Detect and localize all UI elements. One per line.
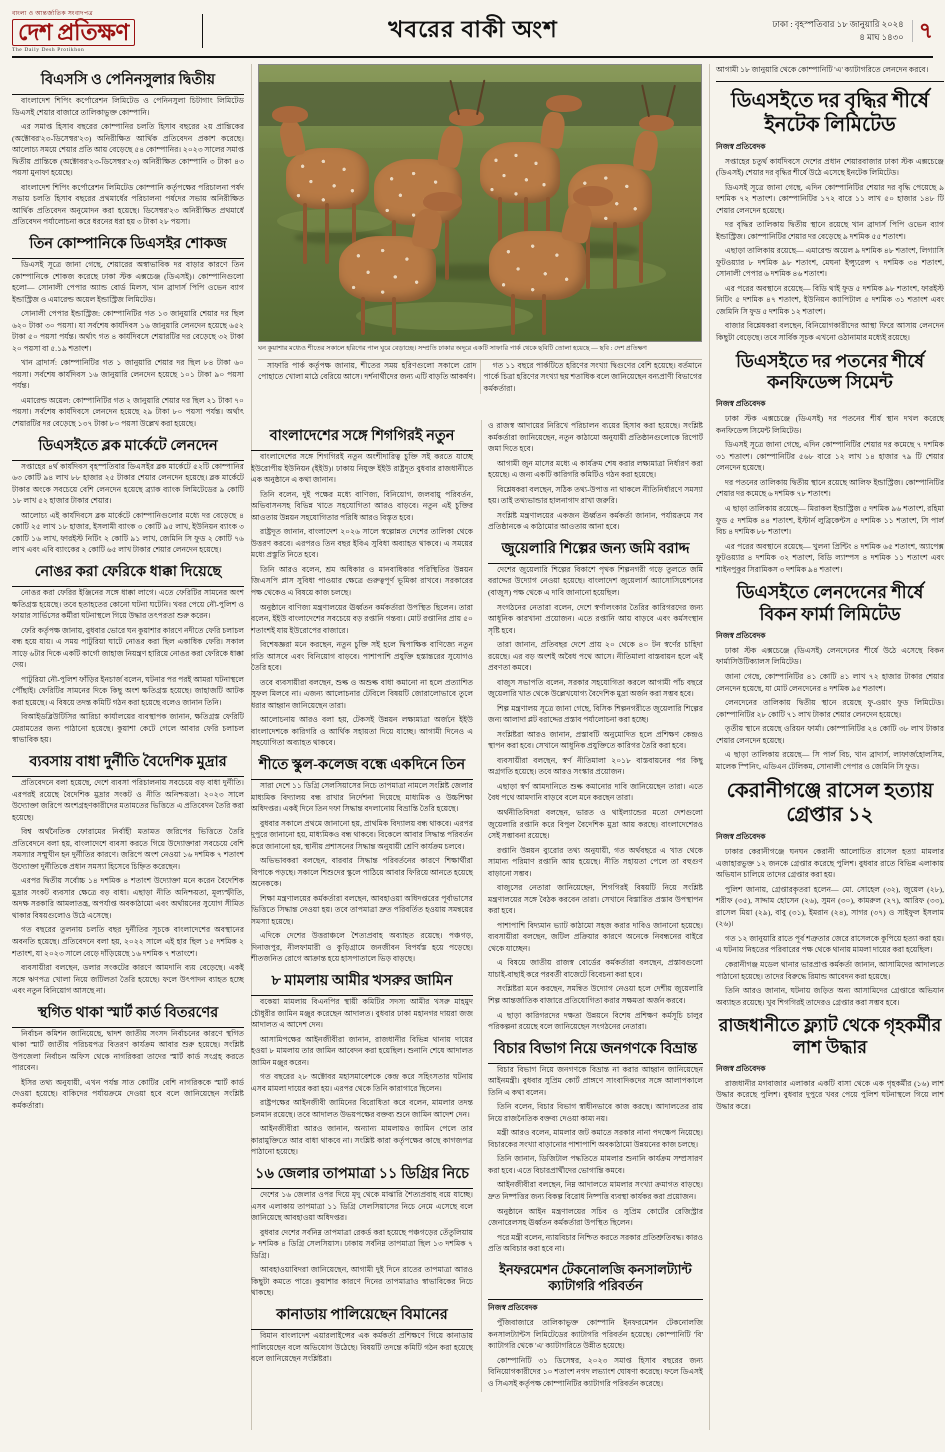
paragraph: এর পরের অবস্থানে রয়েছে— খুলনা প্রিন্টিং ৪ দশমিক ৬৫ শতাংশ, অ্যাপেক্স ফুটওয়্যার ৪ দশমিক ৩২ শতাংশ, বিডি ল্যাম্পস ৪ দশমিক ১১ শতাংশ এবং শাইনপুকুর সিরামিকস ৩ দশমিক ৯৪ শতাংশ। — [716, 541, 944, 574]
paragraph: পুলিশ জানায়, গ্রেপ্তারকৃতরা হলেন— মো. সোহেল (৩২), জুয়েল (২৮), শরীফ (৩৫), সাদ্দাম হোসেন (২৬), সুমন (৩০), কামরুল (২৭), আরিফ (৩৩), রাসেল মিয়া (২৯), বাবু (৩১), ইমরান (২৪), সাগর (৩৭) ও সাইফুল ইসলাম (২৬)। — [716, 884, 944, 929]
headline-bsc-peninsula: বিএসসি ও পেনিনসুলার দ্বিতীয় — [40, 72, 216, 88]
paragraph: ইসির তথ্য অনুযায়ী, এখন পর্যন্ত সাত কোটির বেশি নাগরিককে স্মার্ট কার্ড দেওয়া হয়েছে। বাকিদের পর্যায়ক্রমে দেওয়া হবে বলে জানিয়েছেন সংশ্লিষ্ট কর্মকর্তারা। — [12, 1077, 244, 1110]
paragraph: এছাড়া তালিকায় রয়েছে— এমারেল্ড অয়েল ৯ দশমিক ৪৮ শতাংশ, লিগ্যাসি ফুটওয়্যার ৮ দশমিক ৯৮ শতাংশ, মেঘনা ইন্স্যুরেন্স ৭ দশমিক ৩৪ শতাংশ, সোনালী পেপার ৬ দশমিক ৪৬ শতাংশ। — [716, 246, 944, 279]
paragraph: আলোচ্য এই কার্যদিবসে ব্লক মার্কেটে কোম্পানিগুলোর মধ্যে দর বেড়েছে ৪ কোটি ২৫ লাখ ১৮ হাজার, ইসলামী ব্যাংক ৩ কোটি ৯৫ লাখ, ইউনিয়ন ব্যাংক ৩ কোটি ১৬ লাখ, ফারইস্ট নিটিং ২ কোটি ৯১ লাখ, জেমিনি সি ফুড ২ কোটি ৭৬ লাখ এবং এবি ব্যাংকের ২ কোটি ৬৫ লাখ টাকার শেয়ার লেনদেন হয়েছে। — [12, 510, 244, 555]
paragraph: আবহাওয়াবিদরা জানিয়েছেন, আগামী দুই দিনে রাতের তাপমাত্রা আরও কিছুটা কমতে পারে। কুয়াশার কারণে দিনের তাপমাত্রাও স্বাভাবিকের নিচে থাকছে। — [251, 1265, 473, 1298]
headline-corruption: ব্যবসায় বাধা দুর্নীতি বৈদেশিক মুদ্রার — [29, 753, 227, 770]
date-line-1: ঢাকা : বৃহস্পতিবার ১৮ জানুয়ারি ২০২৪ — [772, 18, 904, 29]
paragraph: বিশ্লেষকরা বলছেন, সঠিক তথ্য-উপাত্ত না থাকলে নীতিনির্ধারণে সমস্যা হয়। তাই তথ্যভান্ডার হালনাগাদ রাখা জরুরি। — [488, 484, 703, 506]
paragraph: আগামী ১৮ জানুয়ারি থেকে কোম্পানিটি 'এ' ক্যাটাগরিতে লেনদেন করবে। — [716, 65, 929, 74]
paragraph: গত বছরের ২৮ অক্টোবর মহাসমাবেশকে কেন্দ্র করে সহিংসতার ঘটনায় এসব মামলা দায়ের করা হয়। এরপর থেকে তিনি কারাগারে ছিলেন। — [251, 1072, 473, 1093]
paragraph: ঢাকার কেরানীগঞ্জে ঘনঘন কেরানী আলোচিত রাসেল হত্যা মামলার এজাহারভুক্ত ১২ জনকে গ্রেপ্তার করেছে পুলিশ। বুধবার রাতে বিভিন্ন এলাকায় অভিযান চালিয়ে তাদের গ্রেপ্তার করা হয়। — [716, 847, 944, 880]
paragraph: বাজুস সভাপতি বলেন, সরকার সহযোগিতা করলে আগামী পাঁচ বছরে জুয়েলারি খাত থেকে উল্লেখযোগ্য বৈদেশিক মুদ্রা অর্জন করা সম্ভব হবে। — [488, 677, 703, 699]
paragraph: রাজধানীর মগবাজার এলাকার একটি বাসা থেকে এক গৃহকর্মীর (১৬) লাশ উদ্ধার করেছে পুলিশ। বুধবার দুপুরে খবর পেয়ে পুলিশ ঘটনাস্থলে গিয়ে লাশ উদ্ধার করে। — [716, 1078, 944, 1111]
paragraph: ব্যবসায়ীরা বলছেন, স্বর্ণ নীতিমালা ২০১৮ বাস্তবায়নের পর কিছু অগ্রগতি হয়েছে। তবে আরও সংস্কার প্রয়োজন। — [488, 755, 703, 777]
paragraph: খান ব্রাদার্স: কোম্পানিটির গত ১ জানুয়ারি শেয়ার দর ছিল ৮৪ টাকা ৬০ পয়সা। সর্বশেষ কার্যদিবস ১৬ জানুয়ারি লেনদেন হয়েছে ১০১ টাকা ৯০ পয়সা পর্যন্ত। — [12, 358, 244, 391]
paragraph: সংশ্লিষ্টরা আরও জানান, প্রস্তাবটি অনুমোদিত হলে প্রশিক্ষণ কেন্দ্রও স্থাপন করা হবে। সেখানে আধুনিক প্রযুক্তিতে কারিগর তৈরি করা হবে। — [488, 729, 703, 751]
paragraph: তৃতীয় স্থানে রয়েছে ওরিয়ন ফার্মা। কোম্পানিটির ২৪ কোটি ৩৮ লাখ টাকার শেয়ার লেনদেন হয়েছে। — [716, 724, 944, 745]
paragraph: ডিএসই সূত্রে জানা গেছে, শেয়ারের অস্বাভাবিক দর বাড়ার কারণে তিন কোম্পানিকে শোকজ করেছে ঢাকা স্টক এক্সচেঞ্জ (ডিএসই)। কোম্পানিগুলো হলো— সোনালী পেপার অ্যান্ড বোর্ড মিলস, খান ব্রাদার্স পিপি ওভেন ব্যাগ ইন্ডাস্ট্রিজ ও এমারেল্ড অয়েল ইন্ডাস্ট্রিজ লিমিটেড। — [12, 260, 244, 304]
paragraph: সারা দেশে ১১ ডিগ্রি সেলসিয়াসের নিচে তাপমাত্রা নামলে সংশ্লিষ্ট জেলার মাধ্যমিক বিদ্যালয় বন্ধ রাখার নির্দেশনা দিয়েছে মাধ্যমিক ও উচ্চশিক্ষা অধিদপ্তর। একই দিনে তিন দফা সিদ্ধান্ত বদলানোয় বিভ্রান্তি তৈরি হয়েছে। — [251, 781, 473, 814]
byline: নিজস্ব প্রতিবেদক — [716, 399, 766, 409]
paragraph: তিনি বলেন, দুই পক্ষের মধ্যে বাণিজ্য, বিনিয়োগ, জলবায়ু পরিবর্তন, অভিবাসনসহ বিভিন্ন খাতে সহযোগিতা আরও বাড়বে। নতুন এই চুক্তির আওতায় উন্নয়ন সহযোগিতার পরিধি আরও বিস্তৃত হবে। — [251, 489, 473, 522]
paragraph: রাষ্ট্রপক্ষের আইনজীবী জামিনের বিরোধিতা করে বলেন, মামলার তদন্ত চলমান রয়েছে। তবে আদালত উভয়পক্ষের বক্তব্য শুনে জামিন আদেশ দেন। — [251, 1098, 473, 1119]
paragraph: সপ্তাহের ৪র্থ কার্যদিবস বৃহস্পতিবার ডিএসইর ব্লক মার্কেটে ৫২টি কোম্পানির ৬৩ কোটি ৯৪ লাখ ৮৮ হাজার ২৫ টাকার শেয়ার লেনদেন হয়েছে। ব্লক মার্কেটে টাকার অংকে সবচেয়ে বেশি লেনদেন হয়েছে ব্র্যাক ব্যাংক লিমিটেডের ৯ কোটি ১৮ লাখ ৫২ হাজার টাকার শেয়ার। — [12, 461, 244, 506]
byline: নিজস্ব প্রতিবেদক — [488, 1303, 538, 1313]
paragraph: সাফারি পার্ক কর্তৃপক্ষ জানায়, শীতের সময় হরিণগুলো সকালে রোদ পোহাতে খোলা মাঠে বেরিয়ে আসে। দর্শনার্থীদের জন্য এটি বাড়তি আকর্ষণ। — [258, 360, 477, 382]
headline-biman-canada: কানাডায় পালিয়েছেন বিমানের — [276, 1306, 448, 1323]
paragraph: তিনি আরও বলেন, শ্রম অধিকার ও মানবাধিকার পরিস্থিতির উন্নয়ন জিএসপি প্লাস সুবিধা পাওয়ার ক্ষেত্রে গুরুত্বপূর্ণ ভূমিকা রাখবে। সরকারের পক্ষ থেকেও এ বিষয়ে কাজ চলছে। — [251, 564, 473, 597]
headline-keraniganj-arrest: কেরানীগঞ্জে রাসেল হত্যায় গ্রেপ্তার ১২ — [726, 780, 934, 827]
paragraph: ডিএসই সূত্রে জানা গেছে, এদিন কোম্পানিটির শেয়ার দর কমেছে ৭ দশমিক ৩১ শতাংশ। কোম্পানিটির ৫৬৮ বারে ১২ লাখ ১৪ হাজার ৭৯ টি শেয়ার লেনদেন হয়েছে। — [716, 440, 944, 473]
headline-beacon-pharma: ডিএসইতে লেনদেনের শীর্ষে বিকন ফার্মা লিমিটেড — [736, 582, 924, 625]
masthead — [12, 10, 933, 58]
paragraph: প্রতিবেদনে বলা হয়েছে, দেশে ব্যবসা পরিচালনায় সবচেয়ে বড় বাধা দুর্নীতি। এরপরই রয়েছে বৈদেশিক মুদ্রার সংকট ও নীতি অনিশ্চয়তা। ২০২৩ সালে উদ্যোক্তা জরিপে অংশগ্রহণকারীদের মতামতের ভিত্তিতে এ প্রতিবেদন তৈরি করা হয়েছে। — [12, 778, 244, 822]
paragraph: বকেয়া মামলায় বিএনপির স্থায়ী কমিটির সদস্য আমীর খসরু মাহমুদ চৌধুরীর জামিন মঞ্জুর করেছেন আদালত। বুধবার ঢাকা মহানগর দায়রা জজ আদালত এ আদেশ দেন। — [251, 997, 473, 1030]
paragraph: পরে মন্ত্রী বলেন, ন্যায়বিচার নিশ্চিত করতে সরকার প্রতিশ্রুতিবদ্ধ। কারও প্রতি অবিচার করা হবে না। — [488, 1232, 703, 1254]
deer-photo — [258, 64, 702, 342]
paragraph: লেনদেনের তালিকায় দ্বিতীয় স্থানে রয়েছে ফু-ওয়াং ফুড লিমিটেড। কোম্পানিটির ২৮ কোটি ৭১ লাখ টাকার শেয়ার লেনদেন হয়েছে। — [716, 698, 944, 719]
paragraph: বাংলাদেশের সঙ্গে শিগগিরই নতুন অংশীদারিত্ব চুক্তি সই করতে যাচ্ছে ইউরোপীয় ইউনিয়ন (ইইউ)। ঢাকায় নিযুক্ত ইইউ রাষ্ট্রদূত বুধবার রাজধানীতে এক অনুষ্ঠানে এ কথা জানান। — [251, 452, 473, 485]
paragraph: পাটুরিয়া নৌ-পুলিশ ফাঁড়ির ইনচার্জ বলেন, ঘটনার পর পরই আমরা ঘটনাস্থলে পৌঁছাই। ফেরিটির সামনের দিকে কিছু অংশ ক্ষতিগ্রস্ত হয়েছে। জাহাজটি আটক করা হয়েছে। এ বিষয়ে তদন্ত কমিটি গঠন করা হয়েছে বলেও জানান তিনি। — [12, 674, 244, 707]
paragraph: পুঁজিবাজারে তালিকাভুক্ত কোম্পানি ইনফরমেশন টেকনোলজি কনসালট্যান্টস লিমিটেডের ক্যাটাগরি পরিবর্তন হয়েছে। কোম্পানিটি 'বি' ক্যাটাগরি থেকে 'এ' ক্যাটাগরিতে উন্নীত হয়েছে। — [488, 1318, 703, 1351]
paragraph: সংশ্লিষ্ট মন্ত্রণালয়ের একজন ঊর্ধ্বতন কর্মকর্তা জানান, পর্যায়ক্রমে সব প্রতিষ্ঠানকে এ কাঠামোর আওতায় আনা হবে। — [488, 510, 703, 532]
paragraph: বাংলাদেশ শিপিং কর্পোরেশন লিমিটেড ও পেনিনসুলা চিটাগাং লিমিটেড ডিএসই শেয়ার বাজারে তালিকাভুক্ত কোম্পানি। — [12, 96, 244, 117]
paragraph: কেরানীগঞ্জ মডেল থানার ভারপ্রাপ্ত কর্মকর্তা জানান, আসামিদের আদালতে পাঠানো হয়েছে। তাদের বিরুদ্ধে রিমান্ড আবেদন করা হয়েছে। — [716, 960, 944, 981]
page-title: খবরের বাকী অংশ — [388, 17, 558, 42]
paragraph: ঢাকা স্টক এক্সচেঞ্জে (ডিএসই) দর পতনের শীর্ষ স্থান দখল করেছে কনফিডেন্স সিমেন্ট লিমিটেড। — [716, 414, 944, 435]
paragraph: সংগঠনের নেতারা বলেন, দেশে স্বর্ণালংকার তৈরির কারিগরদের জন্য আধুনিক কারখানা প্রয়োজন। এতে রপ্তানি আয় বাড়বে এবং কর্মসংস্থান সৃষ্টি হবে। — [488, 602, 703, 635]
paragraph: অনুষ্ঠানে বাণিজ্য মন্ত্রণালয়ের ঊর্ধ্বতন কর্মকর্তারা উপস্থিত ছিলেন। তারা বলেন, ইইউ বাংলাদেশের সবচেয়ে বড় রপ্তানি গন্তব্য। মোট রপ্তানির প্রায় ৫০ শতাংশই যায় ইউরোপের বাজারে। — [251, 602, 473, 635]
masthead-date — [733, 18, 933, 44]
paragraph: ঢাকা স্টক এক্সচেঞ্জে (ডিএসই) লেনদেনের শীর্ষে উঠে এসেছে বিকন ফার্মাসিউটিক্যালস লিমিটেড। — [716, 645, 944, 667]
paragraph: রাষ্ট্রদূত জানান, বাংলাদেশ ২০২৬ সালে স্বল্পোন্নত দেশের তালিকা থেকে উত্তরণ করবে। এরপরও তিন বছর ইবিএ সুবিধা অব্যাহত থাকবে। এ সময়ের মধ্যে প্রস্তুতি নিতে হবে। — [251, 527, 473, 560]
paragraph: এ ছাড়া কারিগরদের দক্ষতা উন্নয়নে বিশেষ প্রশিক্ষণ কর্মসূচি চালুর পরিকল্পনা রয়েছে বলে জানিয়েছেন সংগঠনের নেতারা। — [488, 1010, 703, 1032]
byline: নিজস্ব প্রতিবেদক — [716, 832, 766, 842]
paragraph: গত ১১ বছরে পার্কটিতে হরিণের সংখ্যা দ্বিগুণের বেশি হয়েছে। বর্তমানে পার্কে চিত্রা হরিণের সংখ্যা ছয় শতাধিক বলে জানিয়েছেন বন্যপ্রাণী বিভাগের কর্মকর্তারা। — [483, 360, 702, 393]
byline: নিজস্ব প্রতিবেদক — [716, 141, 766, 151]
paragraph: আসামিপক্ষের আইনজীবীরা জানান, রাজধানীর বিভিন্ন থানায় দায়ের হওয়া ৮ মামলায় তার জামিন আবেদন করা হয়েছিল। শুনানি শেষে আদালত জামিন মঞ্জুর করেন। — [251, 1034, 473, 1067]
paragraph: এদিকে দেশের উত্তরাঞ্চলে শৈত্যপ্রবাহ অব্যাহত রয়েছে। পঞ্চগড়, দিনাজপুর, নীলফামারী ও কুড়িগ্রামে জনজীবন বিপর্যস্ত হয়ে পড়েছে। শীতজনিত রোগে আক্রান্ত হয়ে হাসপাতালে ভিড় বাড়ছে। — [251, 931, 473, 964]
paragraph: দেশের জুয়েলারি শিল্পের বিকাশে পৃথক শিল্পনগরী গড়ে তুলতে জমি বরাদ্দের উদ্যোগ নেওয়া হয়েছে। বাংলাদেশ জুয়েলার্স অ্যাসোসিয়েশনের (বাজুস) পক্ষ থেকে এ দাবি জানানো হয়েছিল। — [488, 564, 703, 597]
headline-block-market: ডিএসইতে ব্লক মার্কেটে লেনদেন — [38, 437, 218, 454]
headline-judiciary: বিচার বিভাগ নিয়ে জনগণকে বিভ্রান্ত — [493, 1040, 698, 1057]
paragraph: বাজার বিশ্লেষকরা বলছেন, বিনিয়োগকারীদের আস্থা ফিরে আসায় লেনদেন কিছুটা বেড়েছে। তবে সার্বিক সূচক এখনো ওঠানামার মধ্যেই রয়েছে। — [716, 321, 944, 342]
headline-temperature: ১৬ জেলার তাপমাত্রা ১১ ডিগ্রির নিচে — [255, 1166, 469, 1182]
paragraph: আলোচনায় আরও বলা হয়, টেকসই উন্নয়ন লক্ষ্যমাত্রা অর্জনে ইইউ বাংলাদেশকে কারিগরি ও আর্থিক সহায়তা দিয়ে যাচ্ছে। আগামী দিনেও এ সহযোগিতা অব্যাহত থাকবে। — [251, 715, 473, 748]
paragraph: আগামী জুন মাসের মধ্যে এ কার্যক্রম শেষ করার লক্ষ্যমাত্রা নির্ধারণ করা হয়েছে। এ জন্য একটি কারিগরি কমিটিও গঠন করা হয়েছে। — [488, 458, 703, 480]
paragraph: দর বৃদ্ধির তালিকায় দ্বিতীয় স্থানে রয়েছে খান ব্রাদার্স পিপি ওভেন ব্যাগ ইন্ডাস্ট্রিজ। কোম্পানিটির শেয়ার দর বেড়েছে ৯ দশমিক ৫৫ শতাংশ। — [716, 220, 944, 241]
paragraph: দর পতনের তালিকায় দ্বিতীয় স্থানে রয়েছে আলিফ ইন্ডাস্ট্রিজ। কোম্পানিটির শেয়ার দর কমেছে ৬ দশমিক ৭৮ শতাংশ। — [716, 477, 944, 499]
paragraph: পাশাপাশি বিদ্যমান ভ্যাট কাঠামো সহজ করার দাবিও জানানো হয়েছে। ব্যবসায়ীরা বলছেন, জটিল প্রক্রিয়ার কারণে অনেকে নিবন্ধনের বাইরে থেকে যাচ্ছেন। — [488, 920, 703, 953]
paragraph: তিনি জানান, ডিজিটাল পদ্ধতিতে মামলার শুনানি কার্যক্রম সম্প্রসারণ করা হবে। এতে বিচারপ্রার্থীদের ভোগান্তি কমবে। — [488, 1154, 703, 1175]
paragraph: রপ্তানি উন্নয়ন ব্যুরোর তথ্য অনুযায়ী, গত অর্থবছরে এ খাত থেকে সামান্য পরিমাণ রপ্তানি আয় হয়েছে। নীতি সহায়তা পেলে তা বহুগুণ বাড়ানো সম্ভব। — [488, 845, 703, 878]
headline-school-closure: শীতে স্কুল-কলেজ বন্ধে একদিনে তিন — [258, 756, 466, 773]
paragraph: ব্যবসায়ীরা বলছেন, ডলার সংকটের কারণে আমদানি ব্যয় বেড়েছে। একই সঙ্গে ঋণপত্র খোলা নিয়ে জটিলতা তৈরি হয়েছে। ফলে উৎপাদন ব্যাহত হচ্ছে এবং নতুন বিনিয়োগ আসছে না। — [12, 963, 244, 996]
paragraph: এ ছাড়া তালিকায় রয়েছে— সি পার্ল বিচ, খান ব্রাদার্স, লাফার্জহোলসিম, মালেক স্পিনিং, এডিএন টেলিকম, সোনালী পেপার ও জেমিনি সি ফুড। — [716, 750, 944, 771]
headline-eu-partnership: বাংলাদেশের সঙ্গে শিগগিরই নতুন — [269, 428, 455, 444]
paragraph: শিল্প মন্ত্রণালয় সূত্রে জানা গেছে, বিসিক শিল্পনগরীতে জুয়েলারি শিল্পের জন্য আলাদা প্লট বরাদ্দের প্রস্তাব পর্যালোচনা করা হচ্ছে। — [488, 703, 703, 725]
byline: নিজস্ব প্রতিবেদক — [716, 630, 766, 640]
headline-smart-card: স্থগিত থাকা স্মার্ট কার্ড বিতরণের — [37, 1004, 219, 1021]
paragraph: অর্থনীতিবিদরা বলছেন, ভারত ও থাইল্যান্ডের মতো দেশগুলো জুয়েলারি রপ্তানি করে বিপুল বৈদেশিক মুদ্রা আয় করছে। বাংলাদেশেরও সেই সম্ভাবনা রয়েছে। — [488, 808, 703, 841]
paragraph: আইনজীবীরা আরও জানান, অন্যান্য মামলায়ও জামিন পেলে তার কারামুক্তিতে আর বাধা থাকবে না। সংশ্লিষ্ট কারা কর্তৃপক্ষের কাছে কাগজপত্র পাঠানো হয়েছে। — [251, 1124, 473, 1157]
paragraph: তবে ব্যবসায়ীরা বলছেন, শুল্ক ও অশুল্ক বাধা কমানো না হলে প্রত্যাশিত সুফল মিলবে না। এজন্য আলোচনার টেবিলে বিষয়টি জোরালোভাবে তুলে ধরার আহ্বান জানিয়েছেন তারা। — [251, 677, 473, 710]
paragraph: বুধবার সকালে প্রথমে জানানো হয়, প্রাথমিক বিদ্যালয় বন্ধ থাকবে। এরপর দুপুরে জানানো হয়, মাধ্যমিকও বন্ধ থাকবে। বিকেলে আবার সিদ্ধান্ত পরিবর্তন করে জানানো হয়, স্থানীয় প্রশাসনের সিদ্ধান্ত অনুযায়ী শ্রেণি কার্যক্রম চলবে। — [251, 818, 473, 851]
paragraph: গত ১২ জানুয়ারি রাতে পূর্ব শত্রুতার জেরে রাসেলকে কুপিয়ে হত্যা করা হয়। এ ঘটনায় নিহতের পরিবারের পক্ষ থেকে থানায় মামলা দায়ের করা হয়েছিল। — [716, 933, 944, 955]
paragraph: সোনালী পেপার ইন্ডাস্ট্রিজ: কোম্পানিটির গত ১৩ জানুয়ারি শেয়ার দর ছিল ৬২০ টাকা ৩০ পয়সা। যা সর্বশেষ কার্যদিবস ১৬ জানুয়ারি লেনদেন হয়েছে ৬৫২ টাকা ৫০ পয়সা পর্যন্ত। অর্থাৎ গত ৪ কার্যদিবসে শেয়ারটির দর বেড়েছে ৩২ টাকা ২০ পয়সা বা ৫.১৯ শতাংশ। — [12, 309, 244, 353]
paragraph: বাংলাদেশ শিপিং কর্পোরেশন লিমিটেড কোম্পানি কর্তৃপক্ষের পরিচালনা পর্ষদ সভায় চলতি হিসাব বছরের প্রথমার্ধের পরিচালনা পর্ষদের সভায় অনিরীক্ষিত আর্থিক প্রতিবেদন অনুমোদন করা হয়েছে। ডিসেম্বর'২৩ অনিরীক্ষিত প্রথমার্ধে প্রতিবেদন পর্যালোচনা করে ধরনের ধরা হয় ৩ টাকা ২৮ পয়সা। — [12, 182, 244, 227]
paragraph: তারা জানান, প্রতিবছর দেশে প্রায় ২০ থেকে ৪০ টন স্বর্ণের চাহিদা রয়েছে। এর বড় অংশই অবৈধ পথে আসে। নীতিমালা বাস্তবায়ন হলে এই প্রবণতা কমবে। — [488, 640, 703, 673]
paragraph: সপ্তাহের চতুর্থ কার্যদিবসে দেশের প্রধান শেয়ারবাজার ঢাকা স্টক এক্সচেঞ্জে (ডিএসই) শেয়ার দর বৃদ্ধির শীর্ষে উঠে এসেছে ইনটেক লিমিটেড। — [716, 156, 944, 178]
paragraph: বিমান বাংলাদেশ এয়ারলাইন্সের এক কর্মকর্তা প্রশিক্ষণে গিয়ে কানাডায় পালিয়েছেন বলে অভিযোগ উঠেছে। বিষয়টি তদন্তে কমিটি গঠন করা হয়েছে বলে জানিয়েছেন সংশ্লিষ্টরা। — [251, 1331, 473, 1364]
paragraph: জানা গেছে, কোম্পানিটির ৪১ কোটি ৪১ লাখ ৭২ হাজার টাকার শেয়ার লেনদেন হয়েছে, যা মোট লেনদেনের ৪ দশমিক ৯৫ শতাংশ। — [716, 671, 944, 693]
logo-tagline: বাংলা ও আন্তর্জাতিক সংবাদপত্র — [12, 11, 94, 17]
paragraph: বুধবার দেশের সর্বনিম্ন তাপমাত্রা রেকর্ড করা হয়েছে পঞ্চগড়ের তেঁতুলিয়ায় ৮ দশমিক ৪ ডিগ্রি সেলসিয়াস। ঢাকায় সর্বনিম্ন তাপমাত্রা ছিল ১৩ দশমিক ৭ ডিগ্রি। — [251, 1227, 473, 1260]
logo-title: দেশ প্রতিক্ষণ — [12, 19, 135, 46]
paragraph: তিনি আরও জানান, ঘটনায় জড়িত অন্য আসামিদের গ্রেপ্তারে অভিযান অব্যাহত রয়েছে। খুব শিগগিরই তাদেরও গ্রেপ্তার করা সম্ভব হবে। — [716, 986, 944, 1007]
paragraph: নোঙর করা ফেরির ইঞ্জিনের সঙ্গে ধাক্কা লাগে। এতে ফেরিটির সামনের অংশ ক্ষতিগ্রস্ত হয়েছে। তবে হতাহতের কোনো ঘটনা ঘটেনি। খবর পেয়ে নৌ-পুলিশ ও ফায়ার সার্ভিসের কর্মীরা ঘটনাস্থলে গিয়ে উদ্ধার তৎপরতা শুরু করেন। — [12, 588, 244, 621]
page-number: ৭ — [912, 20, 933, 42]
paragraph: অনুষ্ঠানে আইন মন্ত্রণালয়ের সচিব ও সুপ্রিম কোর্টের রেজিস্ট্রার জেনারেলসহ ঊর্ধ্বতন কর্মকর্তারা উপস্থিত ছিলেন। — [488, 1206, 703, 1228]
headline-flat-body-recovered: রাজধানীতে ফ্ল্যাট থেকে গৃহকর্মীর লাশ উদ্ধার — [718, 1015, 942, 1057]
paragraph: এর পরের অবস্থানে রয়েছে— বিডি থাই ফুড ৫ দশমিক ৯৮ শতাংশ, ফারইস্ট নিটিং ৫ দশমিক ৪৭ শতাংশ, ইউনিয়ন ক্যাপিটাল ৫ দশমিক ৩১ শতাংশ এবং জেমিনি সি ফুড ৫ দশমিক ১২ শতাংশ। — [716, 283, 944, 316]
masthead-divider — [202, 14, 203, 48]
date-line-2: ৪ মাঘ ১৪৩০ — [859, 31, 904, 42]
paragraph: আইনজীবীরা বলছেন, নিম্ন আদালতে মামলার সংখ্যা ক্রমাগত বাড়ছে। দ্রুত নিষ্পত্তির জন্য বিকল্প বিরোধ নিষ্পত্তি ব্যবস্থা কার্যকর করা প্রয়োজন। — [488, 1180, 703, 1201]
paragraph: এ ছাড়া তালিকায় রয়েছে— মিরাকল ইন্ডাস্ট্রিজ ৫ দশমিক ৯৬ শতাংশ, রহিমা ফুড ৫ দশমিক ৪৪ শতাংশ, ইস্টার্ন লুব্রিকেন্টস ৫ দশমিক ১১ শতাংশ, সি পার্ল বিচ ৪ দশমিক ৮৮ শতাংশ। — [716, 503, 944, 537]
headline-itc-category: ইনফরমেশন টেকনোলজি কনসালট্যান্ট ক্যাটাগরি পরিবর্তন — [499, 1261, 692, 1293]
logo-subtitle: The Daily Desh Protikhon — [12, 47, 85, 53]
paragraph: ও রাজস্ব আদায়ের নিরিখে পরিচালন ব্যয়ের হিসাব করা হয়েছে। সংশ্লিষ্ট কর্মকর্তারা জানিয়েছেন, নতুন কাঠামো অনুযায়ী প্রতিষ্ঠানগুলোকে রিপোর্ট জমা দিতে হবে। — [488, 421, 703, 454]
paragraph: ডিএসই সূত্রে জানা গেছে, এদিন কোম্পানিটির শেয়ার দর বৃদ্ধি পেয়েছে ৯ দশমিক ৭২ শতাংশ। কোম্পানিটির ১৭২ বারে ১১ লাখ ৫০ হাজার ১৪৮ টি শেয়ার লেনদেন হয়েছে। — [716, 182, 944, 215]
paragraph: সংশ্লিষ্টরা মনে করছেন, সমন্বিত উদ্যোগ নেওয়া হলে দেশীয় জুয়েলারি শিল্প আন্তর্জাতিক বাজারে প্রতিযোগিতা করার সক্ষমতা অর্জন করবে। — [488, 984, 703, 1005]
paragraph: ফেরি কর্তৃপক্ষ জানায়, বুধবার ভোরে ঘন কুয়াশার কারণে নদীতে ফেরি চলাচল বন্ধ হয়ে যায়। এ সময় পাটুরিয়া ঘাটে নোঙর করা ছিল একাধিক ফেরি। সকাল সাড়ে ৬টার দিকে একটি কার্গো জাহাজ নিয়ন্ত্রণ হারিয়ে নোঙর করা ফেরিকে ধাক্কা দেয়। — [12, 625, 244, 670]
paragraph: মন্ত্রী আরও বলেন, মামলার জট কমাতে সরকার নানা পদক্ষেপ নিয়েছে। বিচারকের সংখ্যা বাড়ানোর পাশাপাশি অবকাঠামো উন্নয়নের কাজ চলছে। — [488, 1128, 703, 1149]
divider — [488, 1299, 703, 1300]
paragraph: নির্বাচন কমিশন জানিয়েছে, দ্বাদশ জাতীয় সংসদ নির্বাচনের কারণে স্থগিত থাকা স্মার্ট জাতীয় পরিচয়পত্র বিতরণ কার্যক্রম আবার শুরু হয়েছে। সংশ্লিষ্ট উপজেলা নির্বাচন অফিস থেকে নাগরিকরা তাদের স্মার্ট কার্ড সংগ্রহ করতে পারবেন। — [12, 1028, 244, 1073]
paragraph: বিচার বিভাগ নিয়ে জনগণকে বিভ্রান্ত না করার আহ্বান জানিয়েছেন আইনমন্ত্রী। বুধবার সুপ্রিম কোর্ট প্রাঙ্গণে সাংবাদিকদের সঙ্গে আলাপকালে তিনি এ কথা বলেন। — [488, 1064, 703, 1097]
headline-dse-show-cause: তিন কোম্পানিকে ডিএসইর শোকজ — [29, 235, 227, 252]
paragraph: অভিভাবকরা বলছেন, বারবার সিদ্ধান্ত পরিবর্তনের কারণে শিক্ষার্থীরা বিপাকে পড়ছে। সকালে শিশুদের স্কুলে পাঠিয়ে আবার ফিরিয়ে আনতে হয়েছে অনেককে। — [251, 856, 473, 889]
photo-caption: ঘন কুয়াশার মধ্যেও শীতের সকালে হরিণের পাল ঘুরে বেড়াচ্ছে। সম্প্রতি ঢাকার অদূরে একটি সাফারি পার্ক থেকে ছবিটি তোলা হয়েছে — ছবি : দেশ প্রতিক্ষণ — [258, 345, 647, 352]
paragraph: এছাড়া স্বর্ণ আমদানিতে শুল্ক কমানোর দাবি জানিয়েছেন তারা। এতে বৈধ পথে আমদানি বাড়বে বলে মনে করছেন তারা। — [488, 781, 703, 803]
headline-jewellery-land: জুয়েলারি শিল্পের জন্য জমি বরাদ্দ — [501, 540, 690, 557]
paragraph: এমারেল্ড অয়েল: কোম্পানিটির গত ২ জানুয়ারি শেয়ার দর ছিল ২১ টাকা ৭০ পয়সা। সর্বশেষ কার্যদিবসে লেনদেন হয়েছে ২৯ টাকা ৮০ পয়সা পর্যন্ত। অর্থাৎ শেয়ারটির দর বেড়েছে ১৩৭ টাকা ৮০ পয়সা উল্লেখ করা হয়েছে। — [12, 395, 244, 428]
paragraph: বিশ্ব অর্থনৈতিক ফোরামের নির্বাহী মতামত জরিপের ভিত্তিতে তৈরি প্রতিবেদনে বলা হয়, বাংলাদেশে ব্যবসা করতে গিয়ে উদ্যোক্তারা সবচেয়ে বেশি সমস্যার সম্মুখীন হন দুর্নীতির কারণে। জরিপে অংশ নেওয়া ১৬ দশমিক ৭ শতাংশ উদ্যোক্তা দুর্নীতিকে প্রধান সমস্যা হিসেবে চিহ্নিত করেছেন। — [12, 827, 244, 871]
byline: নিজস্ব প্রতিবেদক — [716, 1063, 766, 1073]
column-1 — [12, 64, 244, 1430]
headline-confidence-cement: ডিএসইতে দর পতনের শীর্ষে কনফিডেন্স সিমেন্ট — [735, 350, 925, 393]
headline-intech: ডিএসইতে দর বৃদ্ধির শীর্ষে ইনটেক লিমিটেড — [731, 89, 929, 136]
paragraph: এরপর দ্বিতীয় সর্বোচ্চ ১৪ দশমিক ৪ শতাংশ উদ্যোক্তা মনে করেন বৈদেশিক মুদ্রার সংকট ব্যবসার ক্ষেত্রে বড় বাধা। এছাড়া নীতি অনিশ্চয়তা, মূল্যস্ফীতি, অদক্ষ সরকারি আমলাতন্ত্র, অপর্যাপ্ত অবকাঠামো এবং অর্থায়নের সুযোগ সীমিত থাকার বিষয়গুলোও উঠে এসেছে। — [12, 876, 244, 920]
col2-body — [258, 360, 702, 395]
paragraph: দেশের ১৬ জেলার ওপর দিয়ে মৃদু থেকে মাঝারি শৈত্যপ্রবাহ বয়ে যাচ্ছে। এসব এলাকায় তাপমাত্রা ১১ ডিগ্রি সেলসিয়াসের নিচে নেমে এসেছে বলে জানিয়েছে আবহাওয়া অধিদপ্তর। — [251, 1190, 473, 1223]
paragraph: বিশেষজ্ঞরা মনে করছেন, নতুন চুক্তি সই হলে দ্বিপাক্ষিক বাণিজ্যে নতুন গতি আসবে এবং বিনিয়োগ বাড়বে। পাশাপাশি প্রযুক্তি হস্তান্তরের সুযোগও তৈরি হবে। — [251, 640, 473, 673]
paragraph: বিআইডব্লিউটিসির আরিচা কার্যালয়ের ব্যবস্থাপক জানান, ক্ষতিগ্রস্ত ফেরিটি মেরামতের জন্য পাঠানো হয়েছে। কুয়াশা কেটে গেলে আবার ফেরি চলাচল স্বাভাবিক হয়। — [12, 712, 244, 745]
paragraph: তিনি বলেন, বিচার বিভাগ স্বাধীনভাবে কাজ করছে। আদালতের রায় নিয়ে রাজনৈতিক বক্তব্য দেওয়া কাম্য নয়। — [488, 1102, 703, 1123]
headline-ferry: নোঙর করা ফেরিকে ধাক্কা দিয়েছে — [34, 563, 222, 580]
paragraph: এ বিষয়ে জাতীয় রাজস্ব বোর্ডের কর্মকর্তারা বলছেন, প্রস্তাবগুলো যাচাই-বাছাই করে পরবর্তী বাজেটে বিবেচনা করা হবে। — [488, 958, 703, 979]
newspaper-logo — [12, 8, 192, 53]
paragraph: বাজুসের নেতারা জানিয়েছেন, শিগগিরই বিষয়টি নিয়ে সংশ্লিষ্ট মন্ত্রণালয়ের সঙ্গে বৈঠক করবেন তারা। সেখানে বিস্তারিত প্রস্তাব উপস্থাপন করা হবে। — [488, 883, 703, 916]
headline-amir-khasru-bail: ৮ মামলায় আমীর খসরুর জামিন — [271, 972, 453, 989]
paragraph: গত বছরের তুলনায় চলতি বছর দুর্নীতির সূচকে বাংলাদেশের অবস্থানের অবনতি হয়েছে। প্রতিবেদনে বলা হয়, ২০২২ সালে এই হার ছিল ১৫ দশমিক ২ শতাংশ, যা ২০২৩ সালে বেড়ে দাঁড়িয়েছে ১৬ দশমিক ৭ শতাংশে। — [12, 925, 244, 958]
paragraph: এর সমাপ্ত হিসাব বছরের কোম্পানির চলতি হিসাব বছরের ২য় প্রান্তিকের (অক্টোবর'২৩-ডিসেম্বর'২৩) অনিরীক্ষিত আর্থিক প্রতিবেদন প্রকাশ করেছে। আলোচ্য সময়ে শেয়ার প্রতি আয় বেড়েছে ৫৪ কোম্পানির। ২০২৩ সালের সমাপ্ত দ্বিতীয় প্রান্তিকে (অক্টোবর'২৩-ডিসেম্বর'২৩) অনিরীক্ষিত কোম্পানি ৩ টাকা ৪৩ পয়সা মুনাফা হয়েছে। — [12, 122, 244, 178]
paragraph: শিক্ষা মন্ত্রণালয়ের কর্মকর্তারা বলছেন, আবহাওয়া অধিদপ্তরের পূর্বাভাসের ভিত্তিতে সিদ্ধান্ত নেওয়া হয়। তবে তাপমাত্রা দ্রুত পরিবর্তিত হওয়ায় সমন্বয়ের সমস্যা হয়েছে। — [251, 893, 473, 926]
column-4 — [709, 64, 944, 1430]
column-2-lower — [251, 420, 473, 1368]
column-3-lower — [481, 420, 703, 1392]
divider — [716, 81, 944, 82]
paragraph: কোম্পানিটি ৩১ ডিসেম্বর, ২০২৩ সমাপ্ত হিসাব বছরের জন্য বিনিয়োগকারীদের ১০ শতাংশ নগদ লভ্যাংশ ঘোষণা করেছে। ফলে ডিএসই ও সিএসই কর্তৃপক্ষ কোম্পানিটির ক্যাটাগরি পরিবর্তন করেছে। — [488, 1355, 703, 1388]
